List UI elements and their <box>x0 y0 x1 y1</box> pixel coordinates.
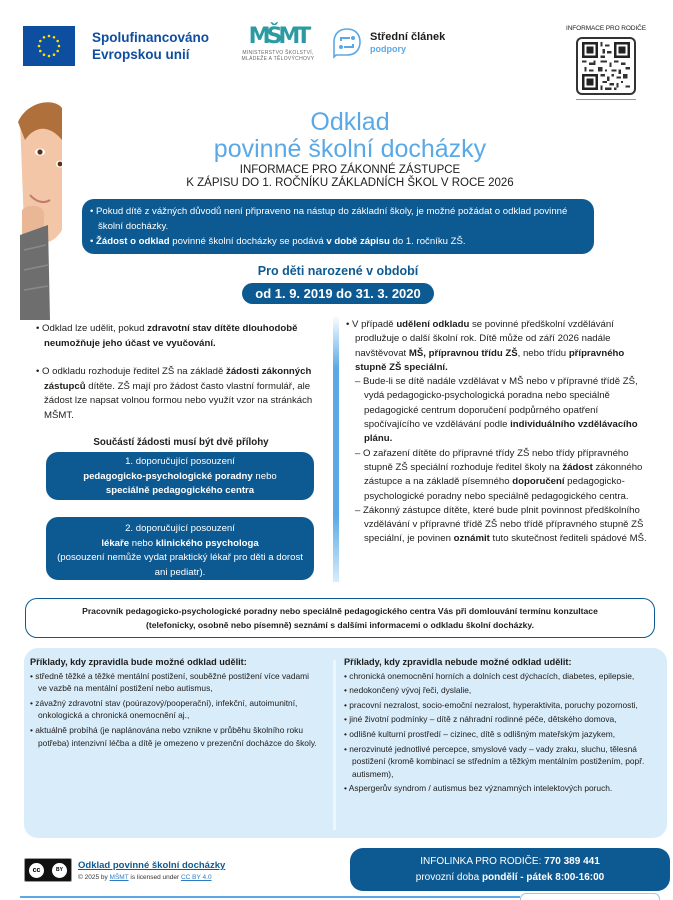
eu-stars <box>38 35 61 58</box>
intro-text-2: povinné školní docházky se podává <box>169 236 327 247</box>
qr-label: INFORMACE PRO RODIČE <box>566 25 646 32</box>
intro-bold-2: v době zápisu <box>326 236 390 247</box>
list-item: • středně těžké a těžké mentální postižení, souběžné postižení více vadami ve vazbě na mentální postižení nebo autismus, <box>30 670 309 694</box>
attachment-1-box <box>46 452 314 500</box>
left-bold-1: zdravotní stav dítěte dlouhodobě neumožňuje jeho účast ve vyučování. <box>44 323 298 349</box>
qr-code-icon[interactable] <box>576 37 636 95</box>
infoline-box <box>350 848 670 891</box>
right-text-a: V případě <box>352 319 397 330</box>
subtitle-line2: K ZÁPISU DO 1. ROČNÍKU ZÁKLADNÍCH ŠKOL V ROCE 2026 <box>186 177 514 189</box>
dash2-bold-d: doporučení <box>512 476 565 488</box>
attachment-2-mid: nebo <box>129 537 156 549</box>
license-title-link[interactable]: Odklad povinné školní docházky <box>78 860 226 871</box>
list-item: • nedokončený vývoj řeči, dyslalie, <box>344 685 472 696</box>
title-line1: Odklad <box>310 108 390 136</box>
left-text-2: O odkladu rozhoduje ředitel ZŠ na základě <box>42 366 227 377</box>
stredni-clanek-logo <box>332 27 445 59</box>
list-item: • závažný zdravotní stav (poúrazový/pooperační), infekční, autoimunitní, onkologická a chronická onemocnění aj., <box>30 697 298 721</box>
hours-label: provozní doba <box>415 872 482 883</box>
attachment-1-bold-1: pedagogicko-psychologické poradny <box>83 470 253 482</box>
intro-text-3: do 1. ročníku ZŠ. <box>389 236 466 247</box>
eu-cofunding-text <box>92 29 209 63</box>
license-author-link[interactable]: MŠMT <box>109 874 129 881</box>
page-subtitle <box>140 164 560 190</box>
left-bold-2: žádosti zákonných zástupců <box>44 366 312 392</box>
license-mid: is licensed under <box>128 874 181 881</box>
title-line2: povinné školní docházky <box>213 135 487 163</box>
list-item: • pracovní nezralost, socio-emoční nezralost, hyperaktivita, poruchy pozornosti, <box>344 699 638 710</box>
intro-box <box>82 199 594 254</box>
born-period-label: Pro děti narozené v období <box>257 264 419 278</box>
examples-divider <box>333 660 336 830</box>
msmt-mark-icon: MŠMT <box>248 24 308 49</box>
by-person-icon: BY <box>52 863 67 878</box>
bottom-rule <box>20 896 520 898</box>
right-bullet-1: • V případě udělení odkladu se povinné předškolní vzdělávání prodlužuje o další školní rok. Dítě může od září 2026 nadále navštěvovat MŠ, přípravnou třídu ZŠ, nebo třídu přípravného stupně ZŠ speciální. <box>346 319 625 373</box>
attachment-2-bold-2: klinického psychologa <box>155 537 259 549</box>
notice-line2: (telefonicky, osobně nebo písemně) seznámí s dalšími informacemi o odkladu školní docházky. <box>146 620 534 630</box>
attachment-2-line2 <box>54 537 306 552</box>
attachments-title: Součástí žádosti musí být dvě přílohy <box>93 437 269 448</box>
born-period-range: od 1. 9. 2019 do 31. 3. 2020 <box>242 283 434 304</box>
msmt-sub-line2: MLÁDEŽE A TĚLOVÝCHOVY <box>241 56 315 62</box>
left-bullet-1: • Odklad lze udělit, pokud zdravotní stav dítěte dlouhodobě neumožňuje jeho účast ve vyučování. <box>36 323 298 349</box>
infoline-phone-line <box>350 854 670 870</box>
right-dash-2: – O zařazení dítěte do přípravné třídy ZŠ nebo třídy přípravného stupně ZŠ speciální rozhoduje ředitel školy na žádost zákonného zástupce a na základě písemného doporučení pedagogicko-psychologické poradny nebo speciálně pedagogického centra. <box>355 447 643 502</box>
examples-yes-title: Příklady, kdy zpravidla bude možné odklad udělit: <box>30 657 247 667</box>
intro-bullet-2: • Žádost o odklad povinné školní docházky se podává v době zápisu do 1. ročníku ZŠ. <box>90 236 466 247</box>
license-prefix: © 2025 by <box>78 874 110 881</box>
list-item: • chronická onemocnění horních a dolních cest dýchacích, diabetes, epilepsie, <box>344 670 635 681</box>
cc-icon: cc <box>29 863 44 878</box>
license-name-link[interactable]: CC BY 4.0 <box>180 874 212 881</box>
dash1-text: Bude-li se dítě nadále vzdělávat v MŠ nebo v přípravné třídě ZŠ, vydá pedagogicko-psychologická poradna nebo speciálně pedagogické centrum doporučení podpůrného opatření spočívajícího ve vzdělávání podle <box>363 376 638 431</box>
infoline-label: INFOLINKA PRO RODIČE: <box>420 856 545 867</box>
infoline-hours-line <box>350 870 670 886</box>
right-text-c: se povinné předškolní vzdělávání prodlužuje o další školní rok. Dítě může od září 2026 nadále navštěvovat <box>355 319 614 359</box>
list-item: • nerozvinuté jednotlivé percepce, smyslové vady – vady zraku, sluchu, tělesná postižení (kromě kombinací se středním a těžkým mentálním postižením, popř. autismem), <box>344 743 645 779</box>
examples-no <box>344 656 654 797</box>
list-item: • Aspergerův syndrom / autismus bez významných intelektových poruch. <box>344 783 613 794</box>
attachment-2-note: (posouzení nemůže vydat praktický lékař pro děti a dorost ani pediatr). <box>57 552 303 578</box>
dash3-text-a: Zákonný zástupce dítěte, které bude plnit povinnost předškolního vzdělávání v přípravné třídě ZŠ nebo třídě přípravného stupně ZŠ speciální, je povinen <box>363 504 644 545</box>
right-dash-1: – Bude-li se dítě nadále vzdělávat v MŠ nebo v přípravné třídě ZŠ, vydá pedagogicko-psychologická poradna nebo speciálně pedagogické centrum doporučení podpůrného opatření spočívajícího ve vzdělávání podle individuálního vzdělávacího plánu. <box>355 376 638 445</box>
child-photo-image <box>0 100 62 320</box>
dash3-bold-b: oznámit <box>453 533 490 545</box>
attachment-1-mid: nebo <box>252 470 277 482</box>
msmt-logo <box>232 24 324 70</box>
left-column <box>36 322 326 437</box>
right-dash-3: – Zákonný zástupce dítěte, které bude plnit povinnost předškolního vzdělávání v přípravné třídě ZŠ nebo třídě přípravného stupně ZŠ speciální, je povinen oznámit tuto skutečnost řediteli spádové MŠ. <box>355 504 647 545</box>
attachment-2-box <box>46 517 314 580</box>
hours-value: pondělí - pátek 8:00-16:00 <box>481 872 605 883</box>
intro-text-1: Pokud dítě z vážných důvodů není připraveno na nástup do základní školy, je možné požádat o odklad povinné školní docházky. <box>96 206 568 232</box>
intro-bullet-1: • Pokud dítě z vážných důvodů není připraveno na nástup do základní školy, je možné požádat o odklad povinné školní docházky. <box>90 206 568 232</box>
attachment-2-heading: 2. doporučující posouzení <box>125 523 235 534</box>
sc-title: Střední článek <box>370 31 446 43</box>
license-line <box>78 874 212 881</box>
dash2-text-a: O zařazení dítěte do přípravné třídy ZŠ nebo třídy přípravného stupně ZŠ speciální rozhoduje ředitel školy na <box>363 447 629 473</box>
sc-subtitle: podpory <box>370 44 406 54</box>
intro-bold-1: Žádost o odklad <box>96 236 170 247</box>
examples-yes <box>30 656 320 751</box>
subtitle-line1: INFORMACE PRO ZÁKONNÉ ZÁSTUPCE <box>239 164 461 176</box>
right-text-e: , nebo třídu <box>517 347 569 359</box>
eu-text-line2: Evropskou unií <box>92 47 190 62</box>
speech-bubble-arrows-icon <box>332 27 362 59</box>
dash2-text-e: pedagogicko-psychologické poradny nebo speciálně pedagogického centra. <box>364 476 629 502</box>
bottom-corner-frame <box>520 893 660 900</box>
dash1-bold: individuálního vzdělávacího plánu. <box>364 419 638 445</box>
right-bold-f: přípravného stupně ZŠ speciální. <box>355 347 625 373</box>
attachment-1-line2 <box>54 470 306 485</box>
notice-line1: Pracovník pedagogicko-psychologické poradny nebo speciálně pedagogického centra Vás při domlouvání termínu konzultace <box>82 606 598 616</box>
examples-yes-list <box>30 670 320 750</box>
qr-underline <box>576 99 636 100</box>
page-title <box>140 109 560 163</box>
cc-by-badge-icon[interactable] <box>24 858 72 882</box>
left-text-3: dítěte. ZŠ mají pro žádost často vlastní formulář, ale žádost lze napsat volnou formou nebo využít vzor na stránkách MŠMT. <box>44 380 313 421</box>
column-divider <box>333 315 339 582</box>
list-item: • odlišné kulturní prostředí – cizinec, dítě s odlišným mateřským jazykem, <box>344 728 616 739</box>
dash3-text-c: tuto skutečnost řediteli spádové MŠ. <box>489 533 647 545</box>
attachment-1-heading: 1. doporučující posouzení <box>125 456 235 467</box>
right-bold-b: udělení odkladu <box>396 319 470 330</box>
infoline-phone[interactable]: 770 389 441 <box>544 856 600 867</box>
consultation-notice <box>25 598 655 638</box>
eu-text-line1: Spolufinancováno <box>92 30 210 45</box>
list-item: • jiné životní podmínky – dítě z náhradní rodinné péče, dětského domova, <box>344 714 617 725</box>
attachment-2-bold-1: lékaře <box>101 537 130 549</box>
msmt-sub-line1: MINISTERSTVO ŠKOLSTVÍ, <box>242 50 314 56</box>
dash2-text-c: zákonného zástupce a na základě písemného <box>364 461 643 488</box>
examples-no-title: Příklady, kdy zpravidla nebude možné odklad udělit: <box>344 657 572 667</box>
right-column <box>346 318 656 547</box>
left-text-1: Odklad lze udělit, pokud <box>42 323 148 334</box>
left-bullet-2: • O odkladu rozhoduje ředitel ZŠ na základě žádosti zákonných zástupců dítěte. ZŠ mají pro žádost často vlastní formulář, ale žádost lze napsat volnou formou nebo využít vzor na stránkách MŠMT. <box>36 366 313 421</box>
dash2-bold-b: žádost <box>562 461 593 473</box>
right-bold-d: MŠ, přípravnou třídu ZŠ <box>408 347 518 359</box>
eu-flag-icon <box>23 26 75 66</box>
list-item: • aktuálně probíhá (je naplánována nebo vznikne v průběhu školního roku potřeba) intenzivní léčba a dítě je omezeno v prezenční docházce do školy. <box>30 724 317 748</box>
examples-no-list <box>344 670 654 795</box>
attachment-1-bold-2: speciálně pedagogického centra <box>105 485 255 496</box>
